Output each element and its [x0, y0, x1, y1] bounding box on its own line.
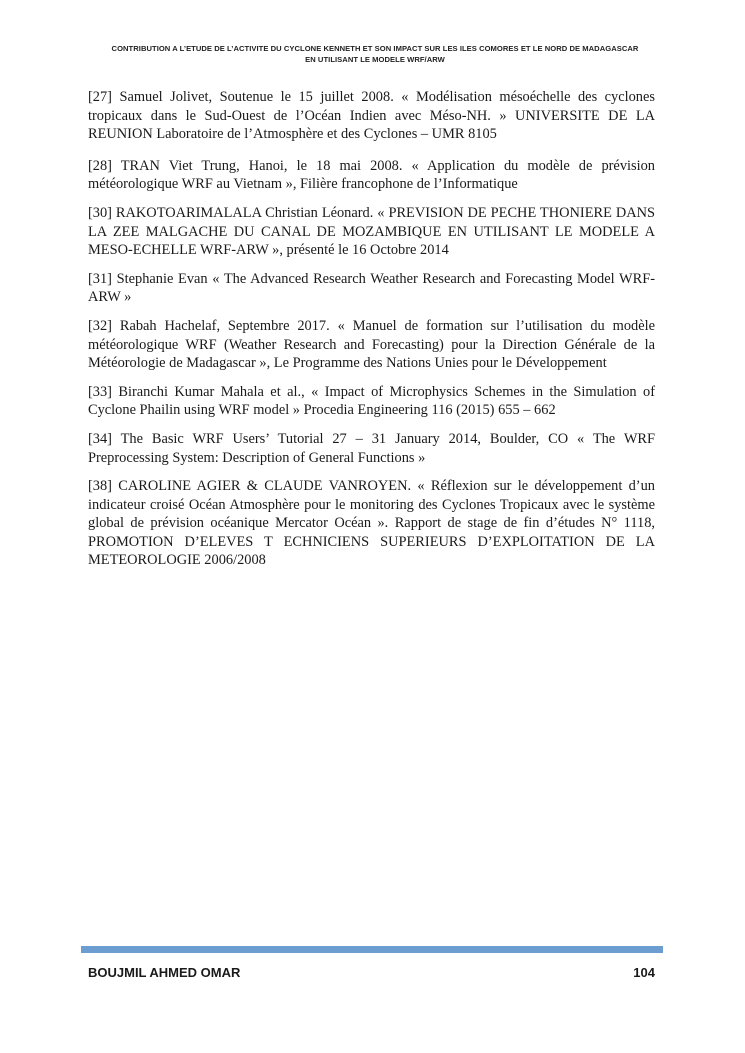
reference-30: [30] RAKOTOARIMALALA Christian Léonard. « PREVISION DE PECHE THONIERE DANS LA ZEE MALGACHE DU CANAL DE MOZAMBIQUE EN UTILISANT LE MODELE A MESO-ECHELLE WRF-ARW », présenté le 16 Octobre 2014: [88, 204, 655, 259]
reference-27: [27] Samuel Jolivet, Soutenue le 15 juillet 2008. « Modélisation mésoéchelle des cyclones tropicaux dans le Sud-Ouest de l’Océan Indien avec Méso-NH. » UNIVERSITE DE LA REUNION Laboratoire de l’Atmosphère et des Cyclones – UMR 8105: [88, 89, 655, 143]
reference-28: [28] TRAN Viet Trung, Hanoi, le 18 mai 2008. « Application du modèle de prévision météorologique WRF au Vietnam », Filière francophone de l’Informatique: [88, 157, 655, 193]
reference-38: [38] CAROLINE AGIER & CLAUDE VANROYEN. « Réflexion sur le développement d’un indicateur croisé Océan Atmosphère pour le monitoring des Cyclones Tropicaux avec le système global de prévision océanique Mercator Océan ». Rapport de stage de fin d’études N° 1118, PROMOTION D’ELEVES T ECHNICIENS SUPERIEURS D’EXPLOITATION DE LA METEOROLOGIE 2006/2008: [88, 478, 655, 569]
reference-34: [34] The Basic WRF Users’ Tutorial 27 – 31 January 2014, Boulder, CO « The WRF Preprocessing System: Description of General Functions »: [88, 430, 655, 466]
header-line-1: CONTRIBUTION A L’ETUDE DE L’ACTIVITE DU CYCLONE KENNETH ET SON IMPACT SUR LES ILES COMORES ET LE NORD DE MADAGASCAR: [111, 44, 639, 53]
reference-list: [88, 88, 655, 570]
page-header: [80, 43, 670, 65]
page-footer: [88, 965, 655, 980]
reference-32: [32] Rabah Hachelaf, Septembre 2017. « Manuel de formation sur l’utilisation du modèle météorologique WRF (Weather Research and Forecasting) pour la Direction Générale de la Météorologie de Madagascar », Le Programme des Nations Unies pour le Développement: [88, 317, 655, 372]
reference-31: [31] Stephanie Evan « The Advanced Research Weather Research and Forecasting Model WRF-ARW »: [88, 270, 655, 306]
header-line-2: EN UTILISANT LE MODELE WRF/ARW: [305, 55, 445, 64]
footer-author: BOUJMIL AHMED OMAR: [88, 965, 241, 980]
reference-33: [33] Biranchi Kumar Mahala et al., « Impact of Microphysics Schemes in the Simulation of Cyclone Phailin using WRF model » Procedia Engineering 116 (2015) 655 – 662: [88, 383, 655, 419]
footer-divider-bar: [81, 946, 663, 953]
footer-page-number: 104: [633, 965, 655, 980]
